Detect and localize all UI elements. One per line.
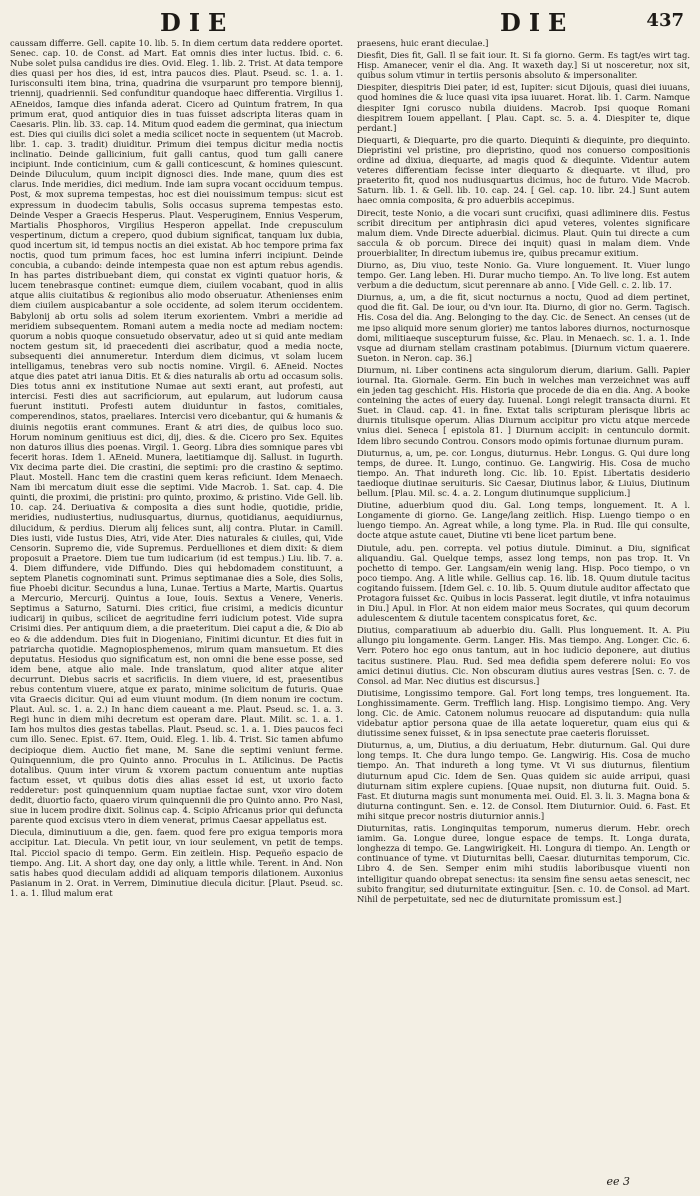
entry-diuturnus-2: Diuturnus, a, um, Diutius, a diu deriuatum, Hebr. diuturnum. Gal. Qui dure long temps. It. Che dura lungo tempo. Ge. Langwirig. His. Cosa de mucho tiempo. An. That indureth a long tyme. Vt Vi sus diuturnus, filentium diuturnum apud Cic. Idem de Sen. Quas quidem sic auide arripui, quasi diuturnam sitim explere cupiens. [Quae nupsit, non diuturna fuit. Ouid. 5. Fast. Et diuturna magis sunt monumenta mei. Ouid. El. 3. li. 3. Magna bona & diuturna contingunt. Sen. e. 12. de Consol. Item Diuturnior. Ouid. 6. Fast. Et mihi sitque precor nostris diuturnior annis.] [357,740,690,821]
page-number: 437 [646,10,684,31]
entry-diurnum: Diurnum, ni. Liber continens acta singulorum dierum, diarium. Galli. Papier iournal. Ita. Giornale. Germ. Ein buch in welches man verzeichnet was auff ein jeden tag geschicht. His. Historia que procede de dia en dia. Ang. A booke conteining the actes of euery day. Iuuenal. Longi relegit transacta diurni. Et Suet. in Claud. cap. 41. in fine. Extat talis scripturam plerisque libris ac diurnis titulisque operum. Alias Diurnum accipitur pro victu atque mercede vnius diei. Seneca [ epistola 81. ] Diurnum accipit: in centunculo dormit. Idem libro secundo Controu. Consors modo opimis fortunae diurnum puram. [357,364,690,446]
left-column [10,38,343,906]
entry-diuturnitas: Diuturnitas, ratis. Longinquitas temporum, numerus dierum. Hebr. orech iamim. Ga. Longue duree, longue espace de temps. It. Longa durata, longhezza di tempo. Ge. Langwirigkeit. Hi. Longura di tiempo. An. Length or continuance of tyme. vt Diuturnitas belli, Caesar. diuturnitas temporum, Cic. Libro 4. de Sen. Semper enim mihi studiis laboribusque viuenti non intelligitur quando obrepat senectus: ita sensim fine sensu aetas senescit, nec subito frangitur, sed diuturnitate extinguitur. [Sen. c. 10. de Consol. ad Mart. Nihil de perpetuitate, sed nec de diuturnitate promissum est.] [357,823,690,904]
entry-diurno: Diurno, as, Diu viuo, teste Nonio. Ga. Viure longuement. It. Viuer lungo tempo. Ger. Lang leben. Hi. Durar mucho tiempo. An. To live long. Est autem verbum a die deductum, sicut perennare ab anno. [ Vide Gell. c. 2. lib. 17. [357,259,690,291]
printer-signature: ee 3 [606,1175,630,1188]
entry-diespiter: Diespiter, diespitris Diei pater, id est, Iupiter: sicut Dijouis, quasi diei iuuans, quod homines die & luce quasi vita ipsa iuuaret. Horat. lib. 1. Carm. Namque diespiter Igni corusco nubila diuidens. Macrob. Ipsi quoque Romani diespitrem Iouem appellant. [ Plau. Capt. sc. 5. a. 4. Diespiter te, dique perdant.] [357,82,690,133]
entry-diecula: Diecula, diminutiuum a die, gen. faem. quod fere pro exigua temporis mora accipitur. Lat. Diecula. Vn petit iour, vn iour seulement, vn petit de temps. Ital. Picciol spacio di tempo. Germ. Ein zeitlein. Hisp. Pequeño espacio de tiempo. Ang. Lit. A short day, one day only, a little while. Terent. in And. Non satis habes quod dieculam addidi ad aliquam temporis dilationem. Auxonius Pasianum in 2. Orat. in Verrem, Diminutiue diecula dicitur. [Plaut. Pseud. sc. 1. a. 1. Illud malum erat [10,827,343,898]
text-columns [10,38,690,906]
header-right-word: DIE [500,8,575,37]
entry-direcit: Direcit, teste Nonio, a die vocari sunt crucifixi, quasi adliminere diis. Festus scribit direcitum per antiphrasin dici apud veteres, volentes significare malum diem. Vnde Directe aduerbial. dicimus. Plaut. Quin tui directe a cum saccula & ob porcum. Direce dei inquit) quasi in malam diem. Vnde prouerbialiter, In directum iubemus ire, quibus precamur exitium. [357,207,690,258]
running-header [10,8,690,38]
right-column [357,38,690,906]
entry-dies: caussam differre. Gell. capite 10. lib. 5. In diem certum data reddere oportet. Senec. cap. 10. de Const. ad Mart. Eat omnis dies inter luctus. Ibid. c. 6. Nube solet pulsa candidus ire dies. Ovid. Eleg. 1. lib. 2. Trist. At data tempore dies quasi per hos dies, id est, intra paucos dies. Plaut. Pseud. sc. 1. a. 1. Iurisconsulti item bina, trina, quadrina die vsurparunt pro tempore biennij, triennij, quadriennii. Sed confunditur quandoque haec differentia. Virgilius 1. AEneidos, Iamque dies infanda aderat. Cicero ad Quintum fratrem, In qua primum erat, quod antiquior dies in tuas fuisset adscripta literas quam in Caesaris. Plin. lib. 33. cap. 14. Mitum quod eadem die germinat, qua iniectum est. Dies qui ciuilis dici solet a media scilicet nocte in sequentem (ut Macrob. libr. 1. cap. 3. tradit) diuiditur. Primum diei tempus dicitur media noctis inclinatio. Deinde gallicinium, fuit galli cantus, quod tum galli canere incipiunt. Inde conticinium, cum & galli conticescunt, & homines quiescunt. Deinde Diluculum, quum incipit dignosci dies. Inde mane, quum dies est clarus. Inde meridies, dici medium. Inde iam supra vocant occiduum tempus. Post, & mox suprema tempestas, hoc est diei nouissimum tempus: sicut est expressum in duodecim tabulis, Solis occasus suprema tempestas esto. Deinde Vesper a Graecis Hesperus. Plaut. Vesperuginem, Ennius Vesperum, Martialis Phosphoros, Virgilius Hesperon appellat. Inde crepusculum vespertinum, dictum a crepero, quod dubium significat, tanquam lux dubia, quod incertum sit, id tempus noctis an diei existat. Ab hoc tempore prima fax noctis, quod tum primum faces, hoc est lumina inferri incipiunt. Deinde concubia, a cubando: deinde intempesta quae non est aptum rebus agendis. In has partes distribuebant diem, qui constat ex viginti quatuor horis, & lucem tenebrasque continet: eumque diem, ciuilem vocabant, quod in aliis atque aliis ciuitatibus & regionibus alio modo obseruatur. Athenienses enim diem ciuilem auspicabantur a sole occidente, ad solem iterum occidentem. Babylonij ab ortu solis ad solem iterum exorientem. Vmbri a meridie ad meridiem subsequentem. Romani autem a media nocte ad mediam noctem: quorum a nobis quoque consuetudo observatur, adeo ut si quid ante mediam noctem gestum sit, id praecedenti diei ascribatur, quod a media nocte, subsequenti diei annumeretur. Interdum diem dicimus, vt solam lucem intelligamus, tenebras vero sub noctis nomine. Virgil. 6. AEneid. Noctes atque dies patet atri ianua Ditis. Et & dies naturalis ab ortu ad occasum solis. Dies totus anni ex institutione Numae aut sexti erant, aut profesti, aut intercisi. Festi dies aut sacrificiorum, aut epularum, aut ludorum causa fuerunt instituti. Profesti autem diuiduntur in fastos, comitiales, comperendinos, statos, praeliares. Intercisi vero dicebantur, qui & humanis & diuinis negotiis erant communes. Erant & atri dies, de quibus loco suo. Horum nominum genitiuus est dici, dij, dies. & die. Cicero pro Sex. Equites non daturos illius dies poenas. Virgil. 1. Georg. Libra dies somnique pares vbi fecerit horas. Idem 1. AEneid. Munera, laetitiamque dij. Sallust. in Iugurth. Vix decima parte diei. Die crastini, die septimi: pro die crastino & septimo. Plaut. Mostell. Hanc tem die crastini quem keras reficiunt. Idem Menaech. Nam ibi mercatum diuit esse die septimi. Vide Macrob. 1. Sat. cap. 4. Die quinti, die proximi, die pristini: pro quinto, proximo, & pristino. Vide Gell. lib. 10. cap. 24. Deriuativa & composita a dies sunt hodie, quotidie, pridie, meridies, nudiustertius, nudiusquartus, diurnus, quotidianus, aequidiurnus, dilucidum, & perdius. Dierum alij felices sunt, alij contra. Plutar. in Camill. Dies iusti, vide Iustus Dies, Atri, vide Ater. Dies naturales & ciuiles, qui, Vide Censorin. Supremo die, vide Supremus. Perduelliones et diem dixit: & diem proposuit a Praetore. Diem tue tum iudicarium (id est tempus.) Liu. lib. 7. a. 4. Diem diffundere, vide Diffundo. Dies qui hebdomadem constituunt, a septem Planetis cognominati sunt. Primus septimanae dies a Sole, dies Solis, fiue Phoebi dicitur. Secundus a luna, Lunae. Tertius a Marte, Martis. Quartus a Mercurio, Mercurij. Quintus a Ioue, Iouis. Sextus a Venere, Veneris. Septimus a Saturno, Saturni. Dies critici, fiue crisimi, a medicis dicuntur iudicarij in quibus, scilicet de aegritudine ferri iudicium potest. Vide supra Crisimi dies. Per antiquum diem, a die praeteritum. Diei caput a die, & Dio ab eo & die addendum. Dies fuit in Diogeniano, Finitimi dicuntur. Et dies fuit in patriarcha quotidie. Magnopiosphemenos, mirum quam mansuetum. Et dies deputatus. Hesiodus quo significatum est, non omni die bene esse posse, sed idem bene, atque alio male. Inde translatum, quod aliter atque aliter decurrunt. Diebus sacris et sacrificiis. In diem viuere, id est, praesentibus rebus contentum viuere, atque ex parato, minime solicitum de futuris. Quae vita Graecis dicitur. Qui ad eum viuunt modum. (In diem nonum ire coctum. Plaut. Aul. sc. 1. a. 2.) In hanc diem caueant a me. Plaut. Pseud. sc. 1. a. 3. Regi hunc in diem mihi decretum est operam dare. Plaut. Milit. sc. 1. a. 1. Iam hos multos dies gestas tabellas. Plaut. Pseud. sc. 1. a. 1. Dies paucos feci cum illo. Senec. Epist. 67. Item, Ouid. Eleg. 1. lib. 4. Trist. Sic tamen abfumo decipioque diem. Auctio fiet mane, M. Sane die septimi veniunt ferme. Quinquennium, die pro Quinto anno. Proculus in L. Atilicinus. De Pactis dotalibus. Quum inter virum & vxorem pactum conuentum ante nuptias factum esset, vt quibus dotis dies alias esset id est, ut uxorio facto redderetur: post quinquennium quam nuptiae factae sunt, vxor viro dotem dedit, diuortio facto, quaero virum quinquennii die pro Quinto anno. Pro Nasi, siue in lucem prodire dixit. Solinus cap. 4. Scipio Africanus prior qui defuncta parente quod excisus vtero in diem venerat, primus Caesar appellatus est. [10,38,343,826]
entry-diurnus: Diurnus, a, um, a die fit, sicut nocturnus a noctu, Quod ad diem pertinet, quod die fit. Gal. De iour, ou d'vn iour. Ita. Diurno, di gior no. Germ. Tagisch. His. Cosa del dia. Ang. Belonging to the day. Cic. de Senect. An censes (ut de me ipso aliquid more senum glorier) me tantos labores diurnos, nocturnosque domi, militiaeque suscepturum fuisse, &c. Plau. in Menaech. sc. 1. a. 1. Inde vsque ad diurnam stellam crastinam potabimus. [Diurnum victum quaerere. Sueton. in Neron. cap. 36.] [357,292,690,363]
entry-diecula-cont: praesens, huic erant dieculae.] [357,38,489,48]
entry-diutine: Diutine, aduerbium quod diu. Gal. Long temps, longuement. It. A l. Longamente di giorno. Ge. Lange/lang zeitlich. Hisp. Luengo tiempo o en luengo tiempo. An. Agreat while, a long tyme. Pla. in Rud. Ille qui consulte, docte atque astute cauet, Diutine vti bene licet partum bene. [357,500,690,541]
entry-diutule: Diutule, adu. pen. correpta. vel potius diutule. Diminut. a Diu, significat aliquandiu. Gal. Quelque temps, assez long temps, non pas trop. It. Vn pochetto di tempo. Ger. Langsam/ein wenig lang. Hisp. Poco tiempo, o vn poco tiempo. Ang. A litle while. Gellius cap. 16. lib. 18. Quum diutule tacitus cogitando fuissem. [Idem Gel. c. 10. lib. 5. Quum diutule auditor affectato que Protagora fuisset &c. Quibus in locis Passerat. legit diutile, vt infra notauimus in Diu.] Apul. in Flor. At non eidem maior meus Socrates, qui quum decorum adulescentem & diutule tacentem conspicatus foret, &c. [357,542,690,624]
entry-diutius: Diutius, comparatiuum ab aduerbio diu. Galli. Plus longuement. It. A. Piu allungo piu longamente. Germ. Langer. His. Mas tiempo. Ang. Longer. Cic. 6. Verr. Potero hoc ego onus tantum, aut in hoc iudicio deponere, aut diutius tacitus sustinere. Plau. Rud. Sed mea defidia spem deferere nolui: Eo vos amici detinui diutius. Cic. Non obscuram diutius aures vestras [Sen. c. 7. de Consol. ad Mar. Nec diutius est discursus.] [357,625,690,686]
header-left-word: DIE [160,8,235,37]
entry-diutissime: Diutisime, Longissimo tempore. Gal. Fort long temps, tres longuement. Ita. Longhissimamente. Germ. Trefflich lang. Hisp. Longisimo tiempo. Ang. Very long. Cic. de Amic. Catonem nolumus reuocare ad disputandum: quia nulla videbatur aptior persona quae de illa aetate loqueretur, quam eius qui & diutissime senex fuisset, & in ipsa senectute prae caeteris floruisset. [357,687,690,739]
entry-diesfit: Diesfit, Dies fit, Gall. Il se fait iour. It. Si fa giorno. Germ. Es tagt/es wirt tag. Hisp. Amanecer, venir el dia. Ang. It waxeth day.] Si ut nosceretur, nox sit, quibus solum vtimur in tertiis personis absoluto & impersonaliter. [357,50,690,81]
entry-diuturnus-1: Diuturnus, a, um, pe. cor. Longus, diuturnus. Hebr. Longus. G. Qui dure long temps, de duree. It. Lungo, continuo. Ge. Langwirig. His. Cosa de mucho tiempo. An. That indureth long. Cic. lib. 10. Epist. Libertatis desiderio taedioque diutinae seruituris. Sic Caesar, Diutinus labor, & Liuius, Diutinum bellum. [Plau. Mil. sc. 4. a. 2. Longum diutinumque supplicium.] [357,447,690,499]
entry-diequarti: Diequarti, & Diequarte, pro die quarto. Diequinti & diequinte, pro diequinto. Diepristini vel pristine, pro diepristino, quod nos conuerso compositionis ordine ad dixiua, diequarte, ad magis quod & diequinte. Videntur autem veteres differentiam fecisse inter diequarto & diequarte. vt illud, pro praeterito fit, quod nos nudiusquartus dicimus, hoc de futuro. Vide Macrob. Saturn. lib. 1. & Gell. lib. 10. cap. 24. [ Gel. cap. 10. libr. 24.] Sunt autem haec omnia composita, & pro aduerbiis accepimus. [357,134,690,206]
